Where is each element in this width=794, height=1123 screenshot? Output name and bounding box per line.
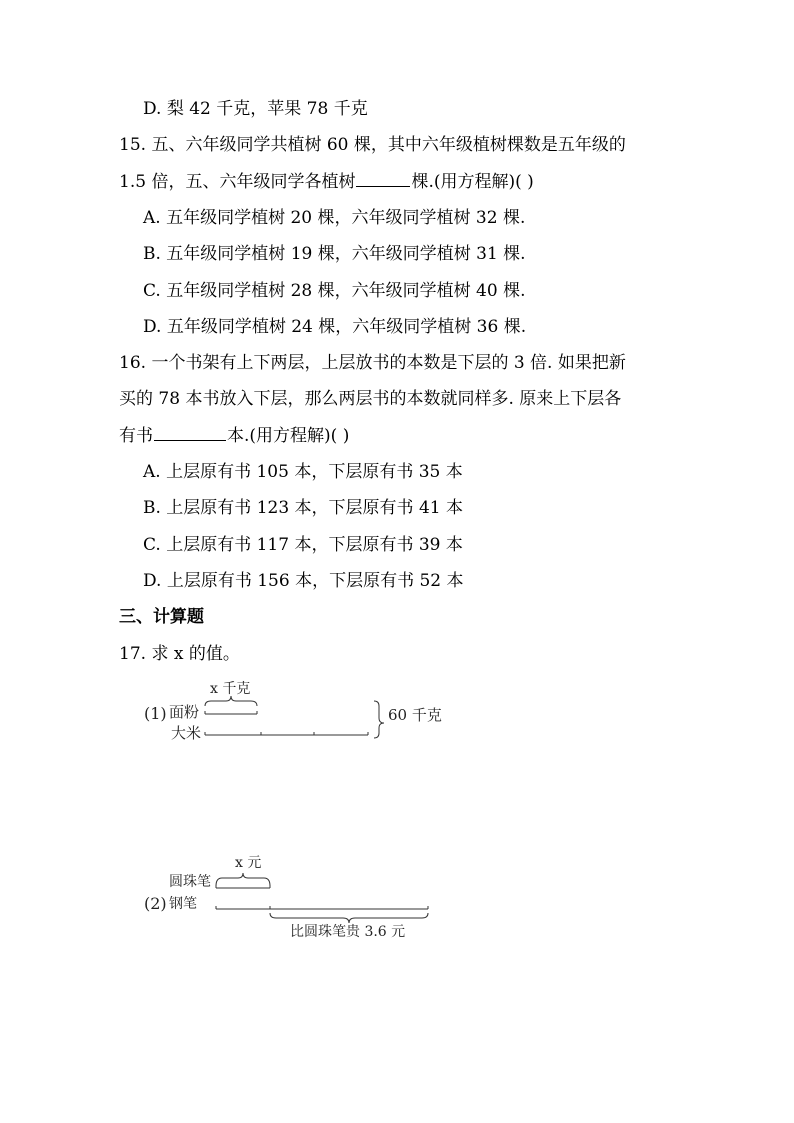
- q15-stem-part1: 1.5 倍，五、六年级同学各植树: [119, 172, 356, 192]
- q16-stem-line2: 买的 78 本书放入下层，那么两层书的本数就同样多. 原来上下层各: [119, 389, 622, 409]
- fig1-top-label: x 千克: [210, 681, 251, 697]
- fig2-row2-label: 钢笔: [169, 896, 197, 912]
- q16-stem-part2: 本.(用方程解)( ): [227, 426, 350, 446]
- q15-option-d: D. 五年级同学植树 24 棵，六年级同学植树 36 棵.: [143, 317, 527, 337]
- q15-answer-blank[interactable]: [356, 185, 410, 187]
- q16-answer-blank[interactable]: [154, 439, 226, 441]
- fig2-bottom-label: 比圆珠笔贵 3.6 元: [290, 924, 406, 940]
- q16-stem-line1: 16. 一个书架有上下两层，上层放书的本数是下层的 3 倍. 如果把新: [119, 353, 626, 373]
- fig2-number: (2): [144, 894, 167, 913]
- fig1-row2-label: 大米: [171, 724, 202, 742]
- q17-stem: 17. 求 x 的值。: [119, 644, 240, 664]
- q17-figure-2: [140, 852, 450, 949]
- q16-stem-part1: 有书: [119, 426, 153, 446]
- q16-option-b: B. 上层原有书 123 本，下层原有书 41 本: [143, 498, 463, 518]
- q15-option-b: B. 五年级同学植树 19 棵，六年级同学植树 31 棵.: [143, 244, 526, 264]
- section-title: 三、计算题: [119, 607, 204, 627]
- q16-option-d: D. 上层原有书 156 本，下层原有书 52 本: [143, 571, 464, 591]
- fig2-bottom-brace: [270, 913, 428, 923]
- q15-stem-line1: 15. 五、六年级同学共植树 60 棵，其中六年级植树棵数是五年级的: [119, 135, 626, 155]
- fig2-top-label: x 元: [235, 855, 262, 871]
- fig2-row1-label: 圆珠笔: [169, 874, 211, 890]
- q17-figure-1: [140, 676, 460, 751]
- q15-option-a: A. 五年级同学植树 20 棵，六年级同学植树 32 棵.: [143, 208, 526, 228]
- q16-stem-line3: [119, 424, 349, 448]
- q16-option-a: A. 上层原有书 105 本，下层原有书 35 本: [143, 462, 463, 482]
- q15-stem-line2: [119, 170, 534, 194]
- fig1-right-brace: [374, 701, 384, 738]
- q15-option-c: C. 五年级同学植树 28 棵，六年级同学植树 40 棵.: [143, 281, 526, 301]
- fig1-total-label: 60 千克: [388, 706, 442, 724]
- q14-option-d: D. 梨 42 千克，苹果 78 千克: [143, 99, 368, 119]
- fig1-number: (1): [144, 704, 167, 723]
- fig2-top-brace: [216, 873, 270, 886]
- fig1-top-brace: [205, 696, 257, 706]
- q16-option-c: C. 上层原有书 117 本，下层原有书 39 本: [143, 535, 463, 555]
- q15-stem-part2: 棵.(用方程解)( ): [411, 172, 534, 192]
- fig1-row1-label: 面粉: [169, 703, 200, 721]
